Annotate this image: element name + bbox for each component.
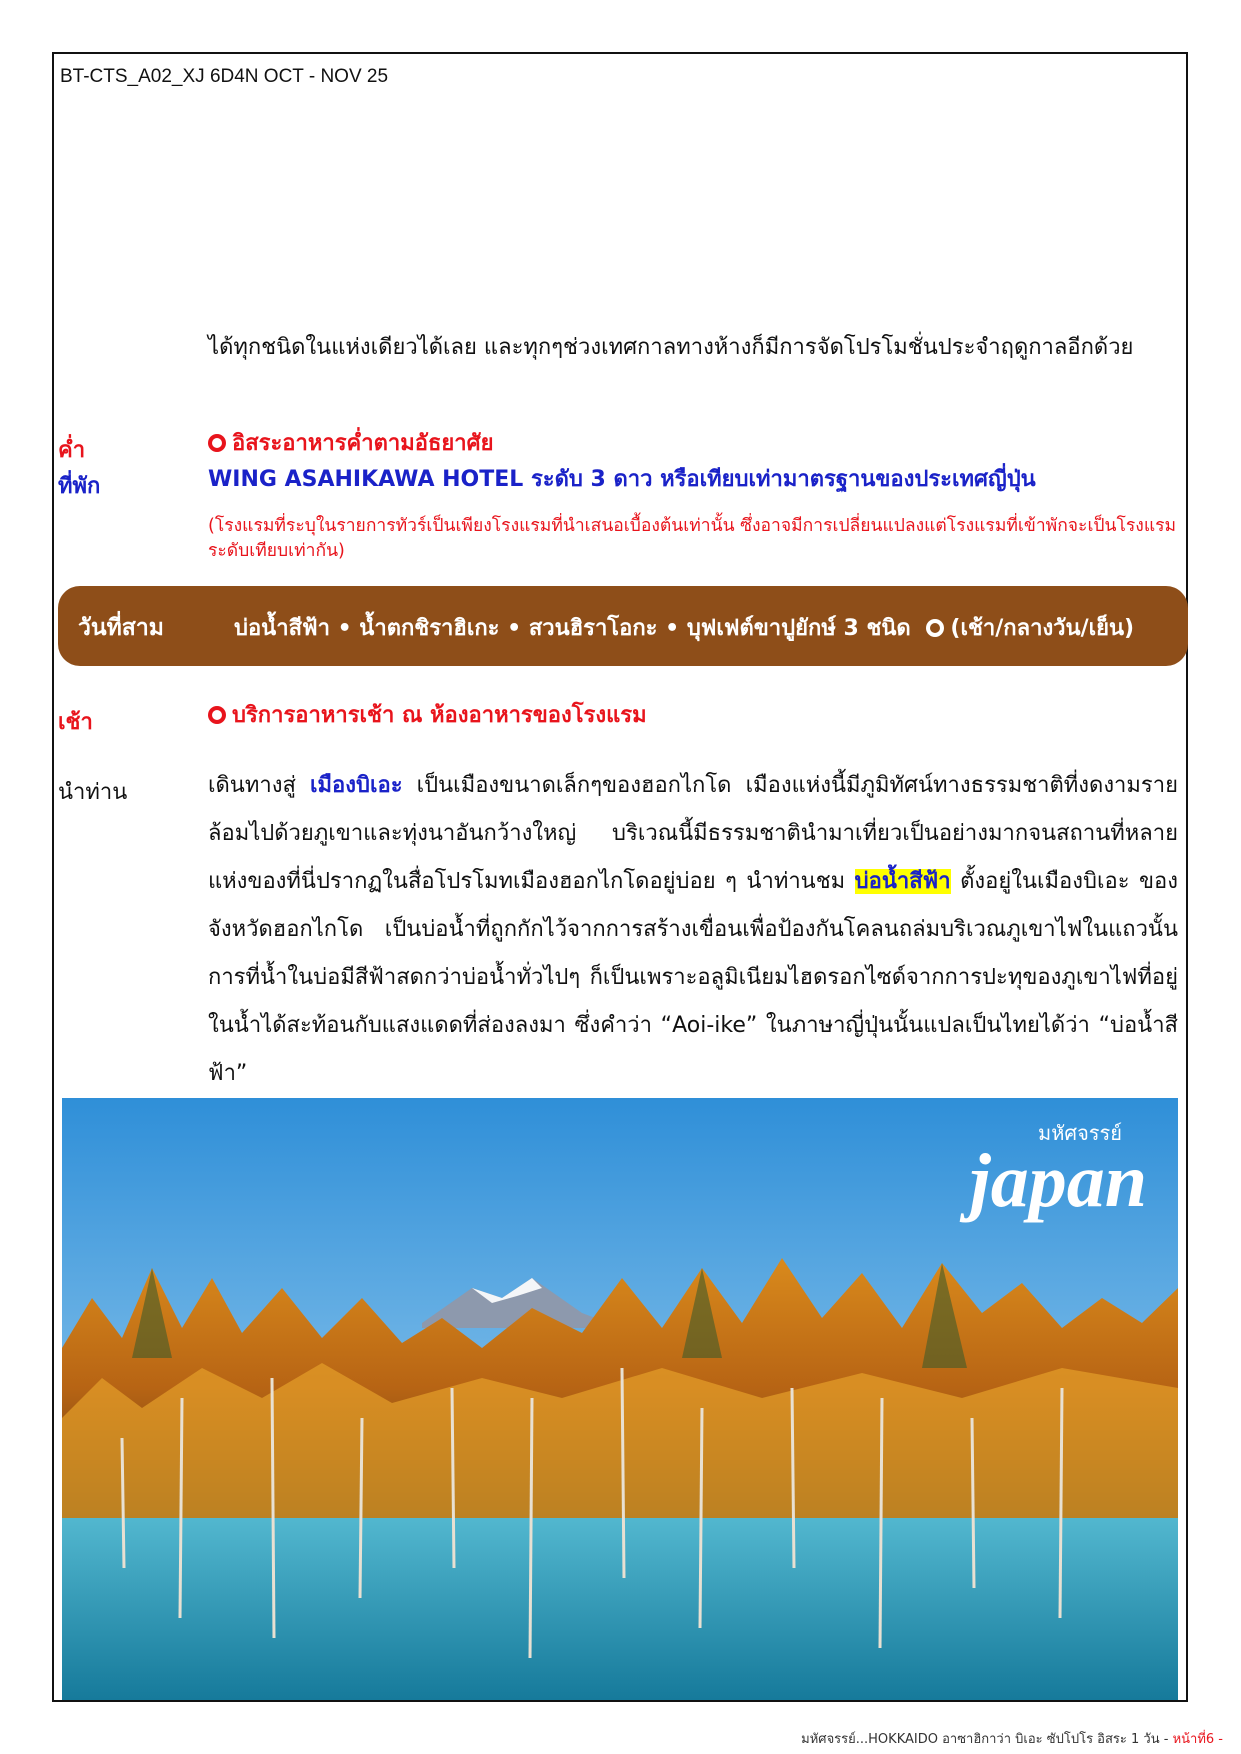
meal-icon [208, 706, 226, 724]
meal-icon [926, 619, 944, 637]
place-biei: เมืองบิเอะ [310, 773, 403, 798]
logo-small: มหัศจรรย์ [1038, 1123, 1122, 1145]
tour-label: นำท่าน [58, 780, 128, 805]
page-number: หน้าที่6 - [1172, 1732, 1223, 1747]
footer-text: มหัศจรรย์...HOKKAIDO อาซาฮิกาว่า บิเอะ ซัปโปโร อิสระ 1 วัน - [801, 1732, 1173, 1747]
hotel-name: WING ASAHIKAWA HOTEL ระดับ 3 ดาว หรือเทียบเท่ามาตรฐานของประเทศญี่ปุ่น [208, 467, 1036, 492]
hotel-label: ที่พัก [58, 474, 101, 499]
day-banner [58, 586, 1188, 666]
tour-text-2: เป็นเมืองขนาดเล็กๆของฮอกไกโด เมืองแห่งนี้มีภูมิทัศน์ทางธรรมชาติที่งดงามรายล้อมไปด้วยภูเขาและทุ่งนาอันกว้างใหญ่ บริเวณนี้มีธรรมชาตินำมาเที่ยวเป็นอย่างมากจนสถานที่หลายแห่งของที่นี่ปรากฏในสื่อโปรโมทเมืองฮอกไกโดอยู่บ่อย ๆ นำท่านชม [208, 773, 1178, 894]
dinner-label: ค่ำ [58, 438, 86, 463]
breakfast-label: เช้า [58, 710, 93, 735]
blue-pond-photo [62, 1098, 1178, 1700]
place-blue-pond: บ่อน้ำสีฟ้า [854, 869, 951, 894]
day-title: บ่อน้ำสีฟ้า • น้ำตกชิราฮิเกะ • สวนฮิราโอกะ • บุฟเฟต์ขาปูยักษ์ 3 ชนิด [234, 616, 911, 641]
dinner-text: อิสระอาหารค่ำตามอัธยาศัย [232, 431, 494, 456]
logo-japan: japan [969, 1139, 1147, 1223]
tour-code: BT-CTS_A02_XJ 6D4N OCT - NOV 25 [60, 66, 389, 87]
tour-text-3: ตั้งอยู่ในเมืองบิเอะ ของจังหวัดฮอกไกโด เป็นบ่อน้ำที่ถูกกักไว้จากการสร้างเขื่อนเพื่อป้องกันโคลนถล่มบริเวณภูเขาไฟในแถวนั้น การที่น้ำในบ่อมีสีฟ้าสดกว่าบ่อน้ำทั่วไปๆ ก็เป็นเพราะอลูมิเนียมไฮดรอกไซด์จากการปะทุของภูเขาไฟที่อยู่ในน้ำได้สะท้อนกับแสงแดดที่ส่องลงมา ซึ่งคำว่า “Aoi-ike” ในภาษาญี่ปุ่นนั้นแปลเป็นไทยได้ว่า “บ่อน้ำสีฟ้า” [208, 869, 1179, 1086]
day-label: วันที่สาม [78, 615, 164, 641]
hotel-note: (โรงแรมที่ระบุในรายการทัวร์เป็นเพียงโรงแรมที่นำเสนอเบื้องต้นเท่านั้น ซึ่งอาจมีการเปลี่ยนแปลงแต่โรงแรมที่เข้าพักจะเป็นโรงแรมระดับเทียบเท่ากัน) [208, 516, 1177, 561]
continued-paragraph: ได้ทุกชนิดในแห่งเดียวได้เลย และทุกๆช่วงเทศกาลทางห้างก็มีการจัดโปรโมชั่นประจำฤดูกาลอีกด้วย [208, 335, 1134, 360]
breakfast-line [208, 692, 1178, 740]
day-meals: (เช้า/กลางวัน/เย็น) [950, 616, 1135, 641]
breakfast-text: บริการอาหารเช้า ณ ห้องอาหารของโรงแรม [232, 703, 647, 728]
meal-icon [208, 434, 226, 452]
footer [801, 1728, 1223, 1749]
tour-paragraph [208, 762, 1178, 1098]
day-title-line [234, 610, 1134, 645]
tour-text-1: เดินทางสู่ [208, 773, 311, 798]
